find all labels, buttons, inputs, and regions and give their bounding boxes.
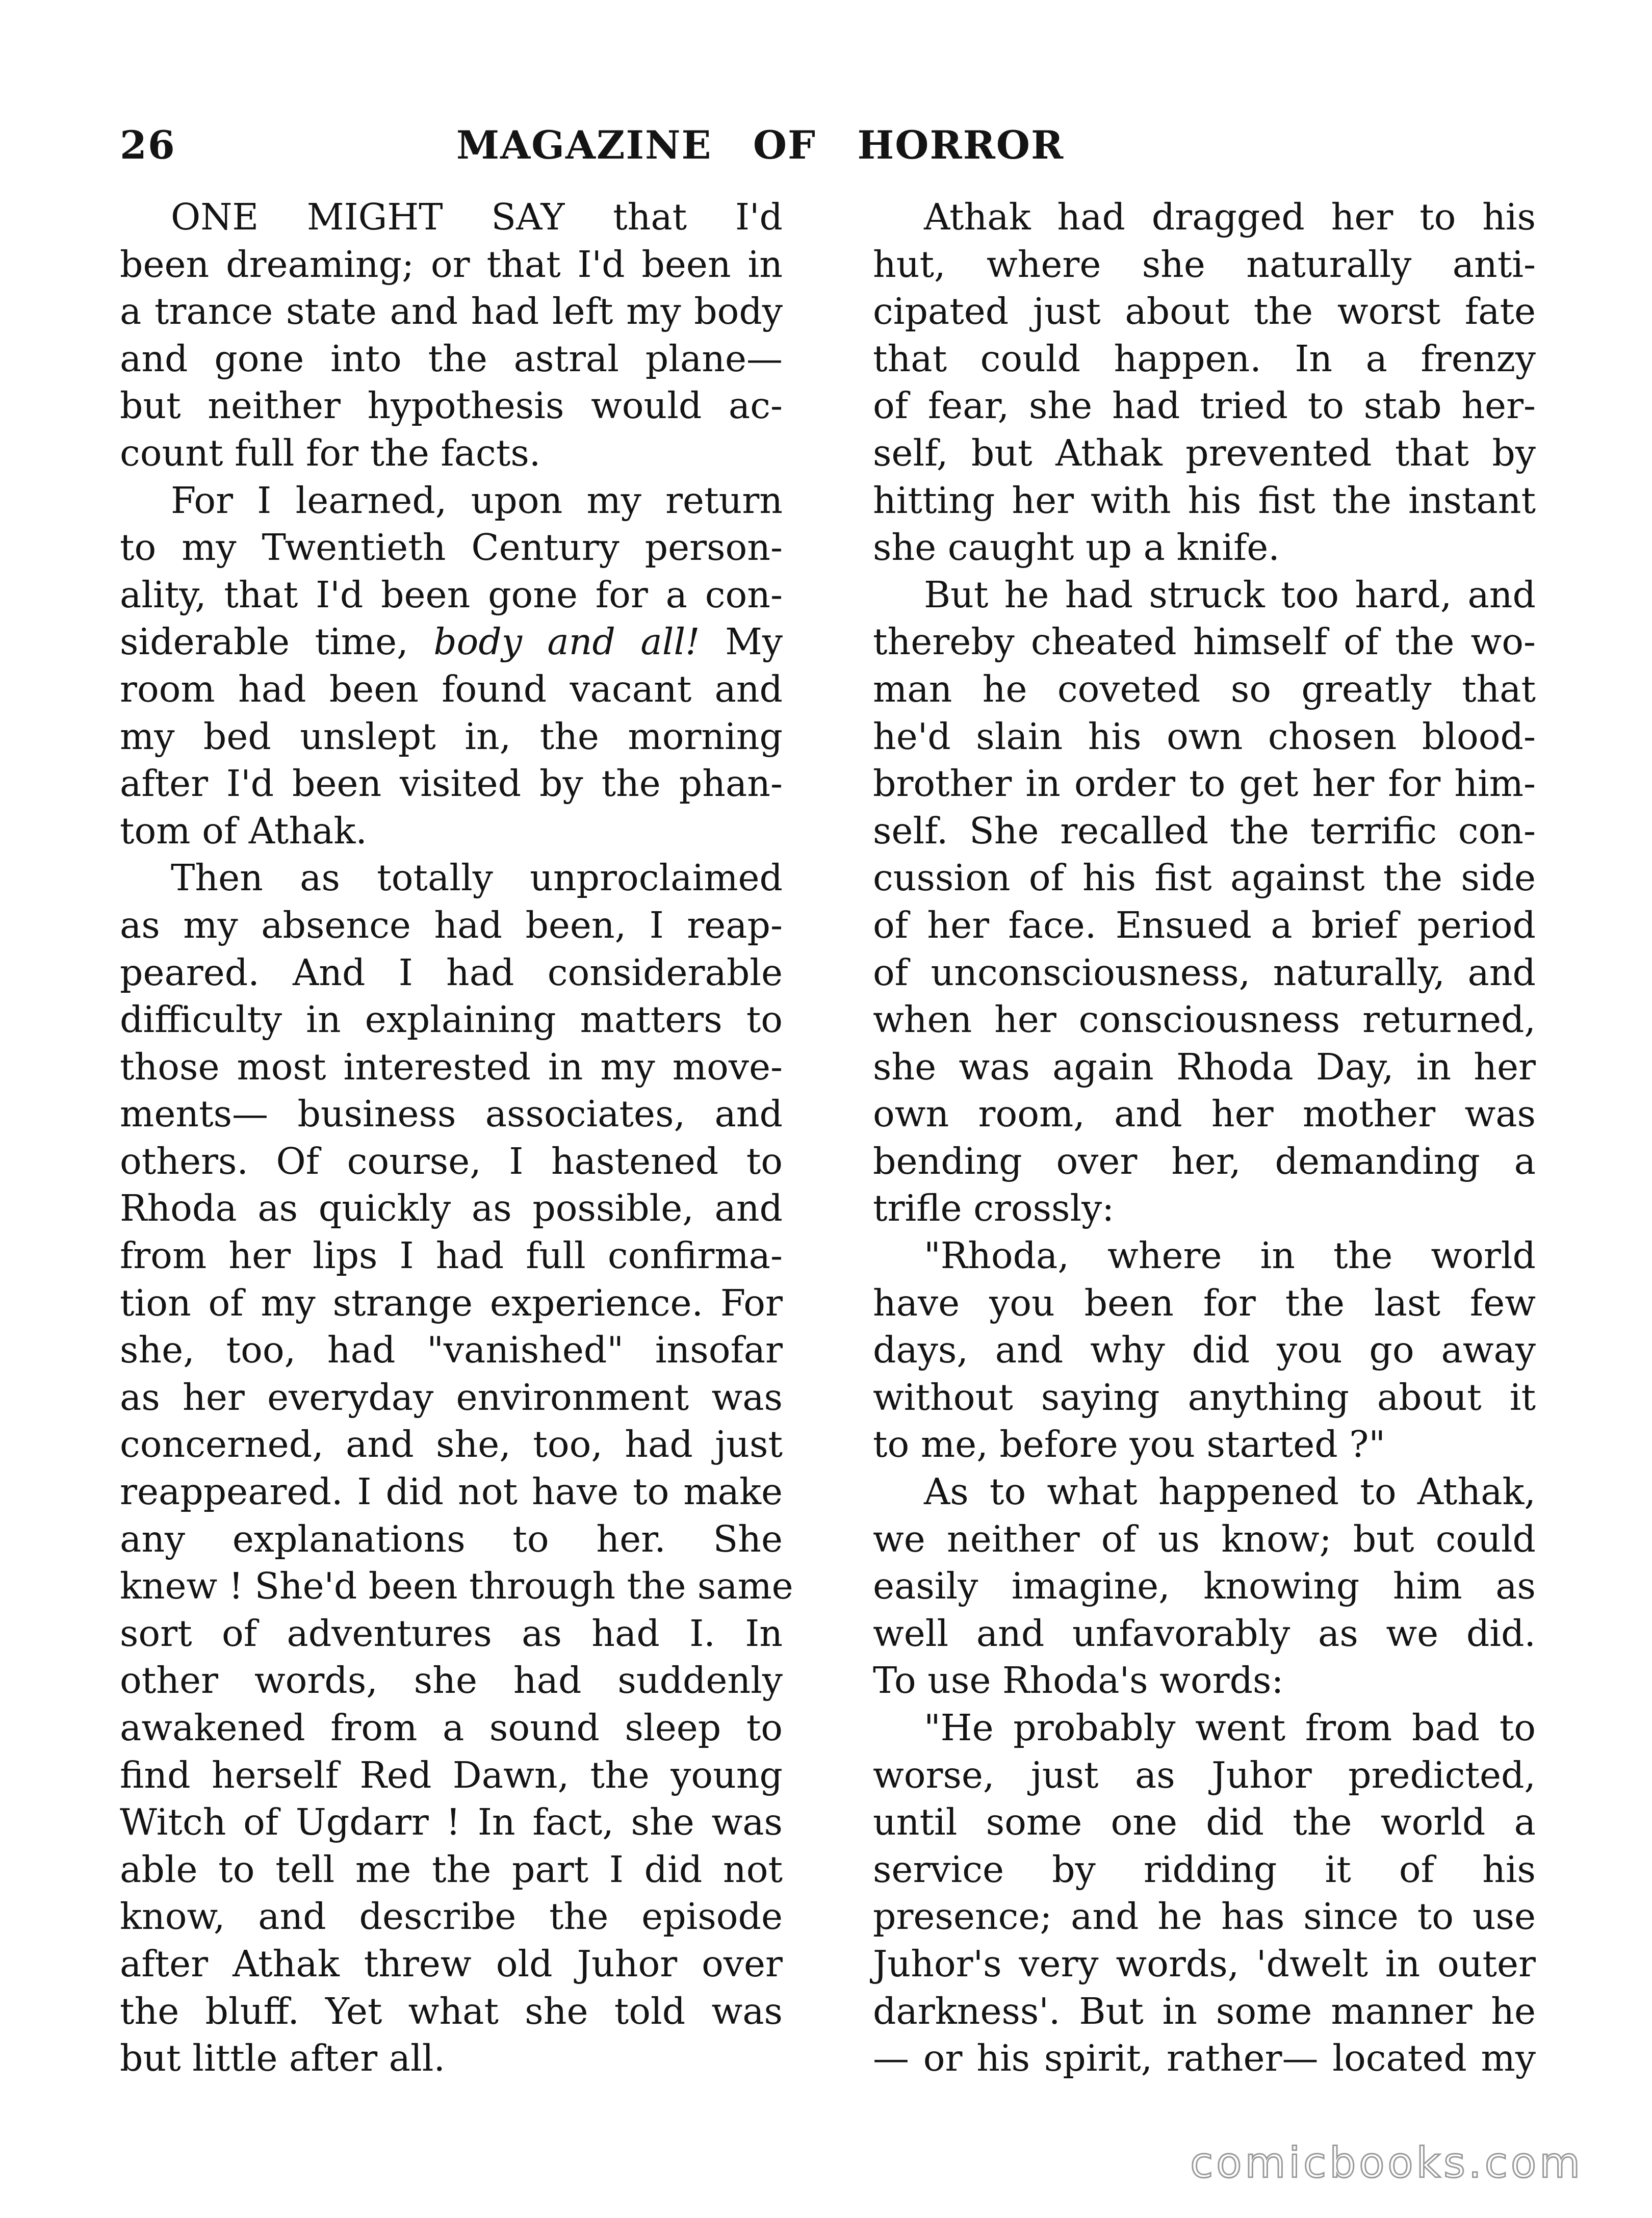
page-number: 26 bbox=[120, 122, 176, 168]
text-line: tion of my strange experience. For bbox=[120, 1281, 783, 1324]
text-line: siderable time, body and all! My bbox=[120, 621, 783, 663]
text-line: self, but Athak prevented that by bbox=[873, 431, 1536, 474]
text-line: he'd slain his own chosen blood- bbox=[873, 715, 1536, 758]
text-line: that could happen. In a frenzy bbox=[873, 337, 1536, 380]
text-line: and gone into the astral plane— bbox=[120, 337, 783, 380]
text-line: For I learned, upon my return bbox=[171, 479, 783, 522]
text-line: Athak had dragged her to his bbox=[924, 196, 1536, 238]
text-line: tom of Athak. bbox=[120, 809, 367, 852]
text-line: presence; and he has since to use bbox=[873, 1895, 1536, 1938]
text-line: brother in order to get her for him- bbox=[873, 762, 1536, 805]
text-line: thereby cheated himself of the wo- bbox=[873, 621, 1536, 663]
text-line: room had been found vacant and bbox=[120, 667, 783, 710]
text-line: as her everyday environment was bbox=[120, 1376, 783, 1419]
text-line: when her consciousness returned, bbox=[873, 998, 1536, 1041]
running-title: MAGAZINE OF HORROR bbox=[456, 122, 1065, 168]
text-line: awakened from a sound sleep to bbox=[120, 1707, 783, 1749]
text-line: from her lips I had full confirma- bbox=[120, 1234, 783, 1277]
text-line: ONE MIGHT SAY that I'd bbox=[171, 196, 783, 238]
text-line: until some one did the world a bbox=[873, 1801, 1536, 1844]
text-line: we neither of us know; but could bbox=[873, 1517, 1536, 1560]
text-line: own room, and her mother was bbox=[873, 1093, 1536, 1136]
text-line: after I'd been visited by the phan- bbox=[120, 762, 783, 805]
text-line: after Athak threw old Juhor over bbox=[120, 1942, 783, 1985]
page-header bbox=[120, 122, 1542, 178]
text-line: she, too, had "vanished" insofar bbox=[120, 1329, 783, 1372]
text-line: been dreaming; or that I'd been in bbox=[120, 243, 783, 286]
text-line: well and unfavorably as we did. bbox=[873, 1612, 1536, 1655]
text-line: difficulty in explaining matters to bbox=[120, 998, 783, 1041]
text-line: Then as totally unproclaimed bbox=[171, 857, 783, 899]
text-line: darkness'. But in some manner he bbox=[873, 1990, 1536, 2032]
text-line: cussion of his fist against the side bbox=[873, 857, 1536, 899]
text-line: trifle crossly: bbox=[873, 1187, 1115, 1230]
text-line: know, and describe the episode bbox=[120, 1895, 783, 1938]
text-line: days, and why did you go away bbox=[873, 1329, 1536, 1372]
text-line: of her face. Ensued a brief period bbox=[873, 904, 1536, 946]
text-line: others. Of course, I hastened to bbox=[120, 1140, 783, 1182]
text-line: a trance state and had left my body bbox=[120, 290, 783, 333]
text-line: other words, she had suddenly bbox=[120, 1659, 783, 1702]
text-line: hut, where she naturally anti- bbox=[873, 243, 1536, 286]
text-line: as my absence had been, I reap- bbox=[120, 904, 783, 946]
watermark: comicbooks.com bbox=[1190, 2139, 1583, 2187]
text-line: worse, just as Juhor predicted, bbox=[873, 1753, 1536, 1796]
text-line: peared. And I had considerable bbox=[120, 951, 783, 994]
text-line: my bed unslept in, the morning bbox=[120, 715, 783, 758]
text-line: bending over her, demanding a bbox=[873, 1140, 1536, 1182]
text-line: cipated just about the worst fate bbox=[873, 290, 1536, 333]
text-line: Juhor's very words, 'dwelt in outer bbox=[873, 1942, 1536, 1985]
text-line: but little after all. bbox=[120, 2037, 446, 2080]
text-line: Rhoda as quickly as possible, and bbox=[120, 1187, 783, 1230]
text-line: concerned, and she, too, had just bbox=[120, 1423, 783, 1466]
text-line: sort of adventures as had I. In bbox=[120, 1612, 783, 1655]
text-line: those most interested in my move- bbox=[120, 1045, 783, 1088]
text-line: but neither hypothesis would ac- bbox=[120, 384, 783, 427]
text-line: "Rhoda, where in the world bbox=[924, 1234, 1536, 1277]
text-line: As to what happened to Athak, bbox=[924, 1471, 1536, 1513]
left-column bbox=[120, 194, 793, 2082]
right-column bbox=[873, 194, 1536, 2082]
text-line: able to tell me the part I did not bbox=[120, 1848, 783, 1891]
text-line: To use Rhoda's words: bbox=[873, 1659, 1284, 1702]
text-line: she caught up a knife. bbox=[873, 526, 1280, 569]
text-line: to my Twentieth Century person- bbox=[120, 526, 783, 569]
text-line: — or his spirit, rather— located my bbox=[873, 2037, 1536, 2080]
text-line: easily imagine, knowing him as bbox=[873, 1565, 1536, 1608]
text-line: ality, that I'd been gone for a con- bbox=[120, 573, 783, 616]
text-line: ments— business associates, and bbox=[120, 1093, 783, 1136]
text-line: without saying anything about it bbox=[873, 1376, 1536, 1419]
text-line: hitting her with his fist the instant bbox=[873, 479, 1536, 522]
text-line: reappeared. I did not have to make bbox=[120, 1471, 783, 1513]
text-line: the bluff. Yet what she told was bbox=[120, 1990, 783, 2032]
text-line: "He probably went from bad to bbox=[924, 1707, 1536, 1749]
text-line: to me, before you started ?" bbox=[873, 1423, 1386, 1466]
text-line: count full for the facts. bbox=[120, 431, 541, 474]
text-line: But he had struck too hard, and bbox=[924, 573, 1536, 616]
text-line: man he coveted so greatly that bbox=[873, 667, 1536, 710]
text-line: any explanations to her. She bbox=[120, 1517, 783, 1560]
text-line: knew ! She'd been through the same bbox=[120, 1565, 793, 1608]
text-line: Witch of Ugdarr ! In fact, she was bbox=[120, 1801, 783, 1844]
text-line: find herself Red Dawn, the young bbox=[120, 1753, 783, 1796]
emphasis: body and all! bbox=[433, 621, 700, 663]
text-line: have you been for the last few bbox=[873, 1281, 1536, 1324]
text-line: service by ridding it of his bbox=[873, 1848, 1536, 1891]
text-line: self. She recalled the terrific con- bbox=[873, 809, 1536, 852]
text-line: of unconsciousness, naturally, and bbox=[873, 951, 1536, 994]
text-line: she was again Rhoda Day, in her bbox=[873, 1045, 1536, 1088]
text-line: of fear, she had tried to stab her- bbox=[873, 384, 1536, 427]
